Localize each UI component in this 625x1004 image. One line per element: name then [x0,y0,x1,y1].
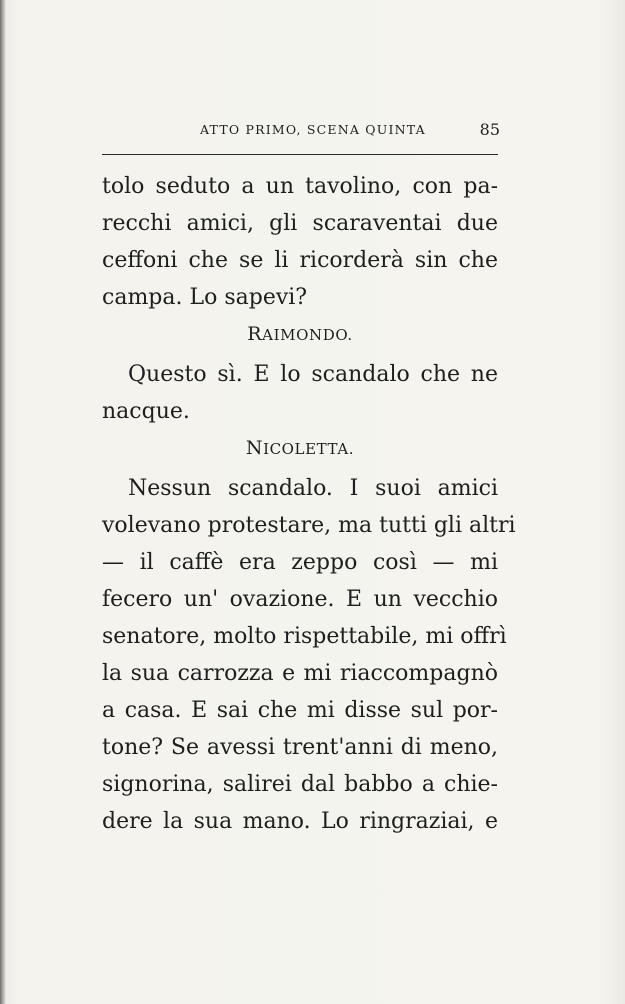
text-line: Nessun scandalo. I suoi amici [128,476,498,501]
text-line: campa. Lo sapevi? [102,285,308,310]
text-line: senatore, molto rispettabile, mi offrì [102,624,507,649]
text-line: la sua carrozza e mi riaccompagnò [102,661,498,686]
text-line: dere la sua mano. Lo ringraziai, e [102,809,498,834]
header-rule [102,154,498,155]
text-line: a casa. E sai che mi disse sul por- [102,698,498,723]
text-line: fecero un' ovazione. E un vecchio [102,587,498,612]
running-head [200,120,500,142]
speaker-name-raimondo [102,316,498,352]
speaker-rest: ICOLETTA. [263,440,355,458]
page-body [102,168,516,840]
speaker-name-nicoletta [102,430,498,466]
text-line: signorina, salirei dal babbo a chie- [102,772,498,797]
speaker-initial: N [245,437,264,459]
text-line: — il caffè era zeppo così — mi [102,550,498,575]
text-line: volevano protestare, ma tutti gli altri [102,513,516,538]
running-title: ATTO PRIMO, SCENA QUINTA [200,122,426,137]
text-line: recchi amici, gli scaraventai due [102,211,498,236]
text-line: ceffoni che se li ricorderà sin che [102,248,498,273]
text-line: tone? Se avessi trent'anni di meno, [102,735,498,760]
page-number: 85 [479,120,500,139]
text-line: tolo seduto a un tavolino, con pa- [102,174,498,199]
speaker-rest: AIMONDO. [262,326,353,344]
text-line: Questo sì. E lo scandalo che ne [128,362,498,387]
speaker-initial: R [247,323,263,345]
page-gutter-shadow [0,0,6,1004]
text-line: nacque. [102,399,190,424]
